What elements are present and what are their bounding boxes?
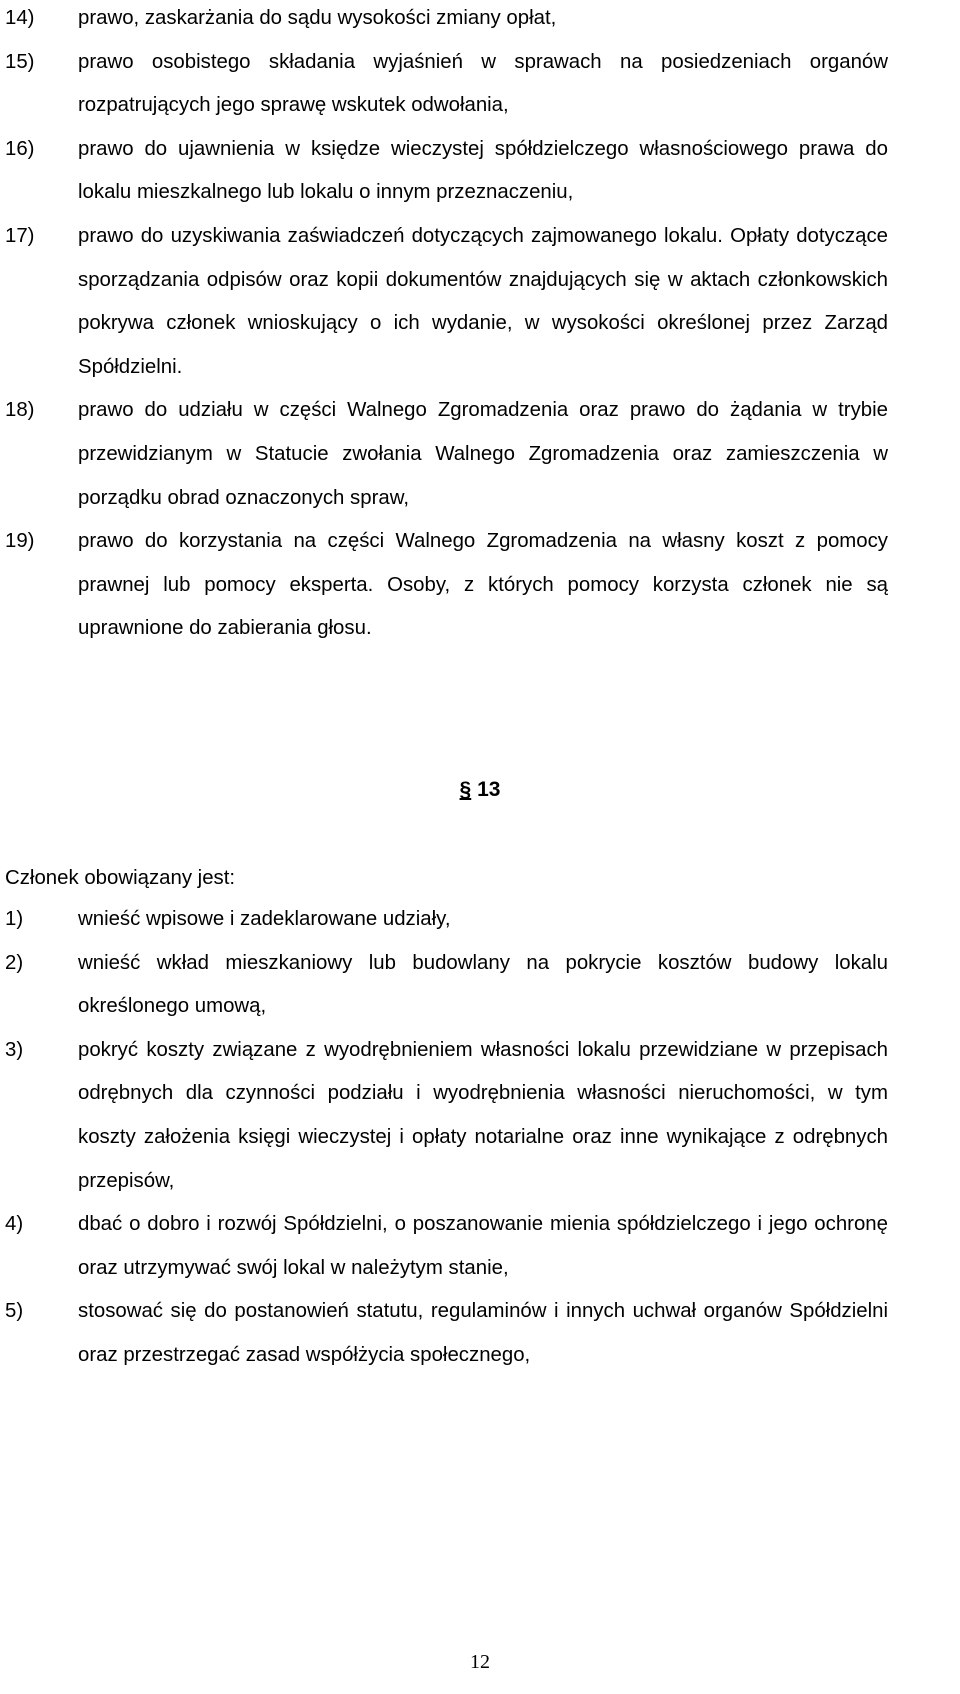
list-item-text: prawo do ujawnienia w księdze wieczystej spółdzielczego własnościowego prawa do lokalu mieszkalnego lub lokalu o innym przeznaczeniu, xyxy=(78,137,888,204)
list-item-number: 17) xyxy=(5,224,35,247)
obligations-list xyxy=(0,898,960,1378)
list-item-number: 4) xyxy=(5,1213,24,1236)
list-item xyxy=(0,0,960,41)
list-item-number: 5) xyxy=(5,1300,24,1323)
list-item-text: pokryć koszty związane z wyodrębnieniem własności lokalu przewidziane w przepisach odrębnych dla czynności podziału i wyodrębnienia własności nieruchomości, w tym koszty założenia księgi wieczystej i opłaty notarialne oraz inne wynikające z odrębnych przepisów, xyxy=(78,1038,888,1192)
list-item xyxy=(0,1029,960,1203)
list-item-number: 3) xyxy=(5,1038,24,1061)
section-sign: § xyxy=(459,778,472,801)
list-item-number: 14) xyxy=(5,7,35,29)
list-item-number: 19) xyxy=(5,530,35,553)
obligations-intro: Członek obowiązany jest: xyxy=(5,867,236,889)
list-item xyxy=(0,1203,960,1290)
list-item xyxy=(0,41,960,128)
list-item xyxy=(0,942,960,1029)
list-item-text: prawo do korzystania na części Walnego Zgromadzenia na własny koszt z pomocy prawnej lub pomocy eksperta. Osoby, z których pomocy korzysta członek nie są uprawnione do zabierania głosu. xyxy=(78,530,888,640)
page-number: 12 xyxy=(470,1651,490,1673)
list-item-text: prawo, zaskarżania do sądu wysokości zmiany opłat, xyxy=(78,7,557,29)
section-heading xyxy=(0,770,960,810)
list-item-number: 18) xyxy=(5,399,35,422)
list-item-text: prawo do udziału w części Walnego Zgromadzenia oraz prawo do żądania w trybie przewidzianym w Statucie zwołania Walnego Zgromadzenia oraz zamieszczenia w porządku obrad oznaczonych spraw, xyxy=(78,399,888,509)
list-item xyxy=(0,215,960,389)
list-item-text: dbać o dobro i rozwój Spółdzielni, o poszanowanie mienia spółdzielczego i jego ochronę oraz utrzymywać swój lokal w należytym stanie, xyxy=(78,1213,888,1279)
list-item xyxy=(0,389,960,520)
rights-list xyxy=(0,0,960,651)
list-item-text: prawo osobistego składania wyjaśnień w sprawach na posiedzeniach organów rozpatrujących jego sprawę wskutek odwołania, xyxy=(78,50,888,117)
list-item-text: wnieść wpisowe i zadeklarowane udziały, xyxy=(78,908,451,930)
list-item-text: prawo do uzyskiwania zaświadczeń dotyczących zajmowanego lokalu. Opłaty dotyczące sporządzania odpisów oraz kopii dokumentów znajdujących się w aktach członkowskich pokrywa członek wnioskujący o ich wydanie, w wysokości określonej przez Zarząd Spółdzielni. xyxy=(78,224,888,378)
section-number: 13 xyxy=(477,778,501,801)
list-item-number: 1) xyxy=(5,908,24,930)
list-item xyxy=(0,898,960,942)
list-item xyxy=(0,128,960,215)
list-item-number: 2) xyxy=(5,951,24,974)
list-item-number: 16) xyxy=(5,137,35,160)
list-item-text: wnieść wkład mieszkaniowy lub budowlany na pokrycie kosztów budowy lokalu określonego umową, xyxy=(78,951,888,1018)
list-item xyxy=(0,1290,960,1377)
list-item-number: 15) xyxy=(5,50,35,73)
list-item xyxy=(0,520,960,651)
list-item-text: stosować się do postanowień statutu, regulaminów i innych uchwał organów Spółdzielni oraz przestrzegać zasad współżycia społecznego, xyxy=(78,1300,888,1366)
